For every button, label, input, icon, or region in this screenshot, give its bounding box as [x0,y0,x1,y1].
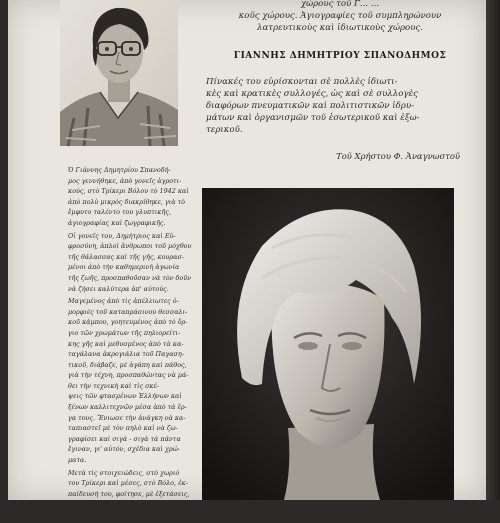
text-line: ἀπὸ πολὺ μικρὸς διακρίθηκε, γιὰ τὸ [68,197,186,206]
text-line: Ὁ Γιάννης Δημητρίου Σπανοδή- [68,166,171,174]
text-line: ἔμφυτο ταλέντο του γλυπτικῆς, [68,208,171,217]
article-title: ΓΙΑΝΝΗΣ ΔΗΜΗΤΡΙΟΥ ΣΠΑΝΟΔΗΜΟΣ [233,51,447,61]
text-line: ἁγιογραφίας καὶ ζωγραφικῆς. [68,218,166,227]
text-line: Μετὰ τὶς στοιχειώδεις, στὸ χωριό [68,468,180,477]
article-header [206,0,474,162]
text-line: κὲς καὶ κρατικὲς συλλογές, ὡς καὶ σὲ συλλογὲς [206,89,418,99]
text-line: τικοῦ, διάβαζε, μὲ ἀγάπη καὶ πάθος, [68,360,187,369]
paragraph [68,231,190,295]
text-line: Μαγεμένος ἀπὸ τὶς ἀπέλειωτες ὀ- [68,297,179,306]
page-edge-shadow [486,0,500,500]
text-line: μάτων καὶ ὀργανισμῶν τοῦ ἐσωτερικοῦ καὶ ἐξω- [206,113,420,123]
sculpture-image [202,188,454,500]
paragraph [68,165,190,229]
text-line: γιὰ τὴν τέχνη, προσπαθώντας νὰ μά- [68,371,189,380]
sculpture-photo [202,188,454,500]
text-line: διαφόρων πνευματικῶν καὶ πολιτιστικῶν ἱδρυ- [206,101,414,111]
text-line: τῆς θάλασσας καὶ τῆς γῆς, κουρασ- [68,252,184,261]
text-line: ταγάλανα ἀκρογιάλια τοῦ Παγαση- [68,350,184,359]
text-line: στὴν Ἀνωτάτη Σχολὴ Καλῶν Τε- [68,500,173,509]
text-line: κης γῆς καὶ μεθυσμένος ἀπὸ τὰ κα- [68,339,184,348]
text-line: ματα. [68,456,87,465]
text-line: κοῦ κάμπου, γοητευμένος ἀπὸ τὸ ὄρ- [68,318,188,327]
text-line: ψεις τῶν φτασμένων Ἑλλήνων καὶ [68,392,182,401]
text-line: γιο τῶν χρωμάτων τῆς πηλιορείτι- [68,328,181,337]
text-line: μένοι ἀπὸ τὴν καθημερινὴ ἀγωνία [68,263,180,272]
text-line: κούς, στὸ Τρίκερι Βόλου τὸ 1942 καὶ [68,187,189,196]
text-line: ἔγιναν, γι' αὐτόν, σχέδια καὶ χρώ- [68,445,180,454]
text-line: μος γεννήθηκε, ἀπὸ γονεῖς ἀγροτι- [68,176,182,185]
text-line: γα τους. Ἔνιωσε τὴν ἀνάγκη νὰ κα- [68,413,186,422]
text-line: ξένων καλλιτεχνῶν μέσα ἀπὸ τὰ ἔρ- [68,403,187,412]
text-line: κοῦς χώρους. Ἀγιογραφίες τοῦ συμπληρώνουν [238,11,442,21]
text-line: χώρους τοῦ Γ... ... [300,0,380,9]
paragraph [68,468,190,521]
text-line: νὰ ζήσει καλύτερα ἀπ' αὐτούς. [68,284,169,293]
author-byline: Τοῦ Χρήστου Φ. Ἀναγνωστοῦ [336,151,460,161]
text-line: λατρευτικοὺς καὶ ἰδιωτικοὺς χώρους. [257,23,423,33]
text-line: χνῶν Ἀθηνῶν. [68,511,115,519]
text-line: φροσύνη, ἁπλοὶ ἄνθρωποι τοῦ μόχθου [68,242,192,251]
portrait-image [60,0,178,146]
paragraph [68,296,190,466]
text-line: παίδευσή του, φοίτησε, μὲ ἐξετάσεις, [68,489,190,498]
text-line: μορφιὲς τοῦ καταπράσινου θεσσαλι- [68,307,188,316]
text-line: του Τρίκερι καὶ μέσες, στὸ Βόλο, ἐκ- [68,479,188,488]
text-line: θει τὴν τεχνικὴ καὶ τὶς σκέ- [68,381,160,390]
body-column [68,165,190,523]
text-line: ταπιαστεῖ μὲ τὸν πηλὸ καὶ νὰ ζω- [68,424,178,433]
magazine-page [8,0,486,519]
text-line: Οἱ γονεῖς του, Δημήτριος καὶ Εὐ- [68,231,176,240]
intro-paragraph [206,76,474,136]
portrait-photo [60,0,178,146]
text-line: γραφίσει καὶ σιγὰ - σιγὰ τὰ πάντα [68,434,181,443]
text-line: Πίνακές του εὑρίσκονται σὲ πολλὲς ἰδιωτι- [206,77,398,87]
text-line: τερικοῦ. [206,125,243,135]
continued-text [206,0,474,34]
text-line: τῆς ζωῆς, προσπαθοῦσαν νὰ τὸν δοῦν [68,273,191,282]
